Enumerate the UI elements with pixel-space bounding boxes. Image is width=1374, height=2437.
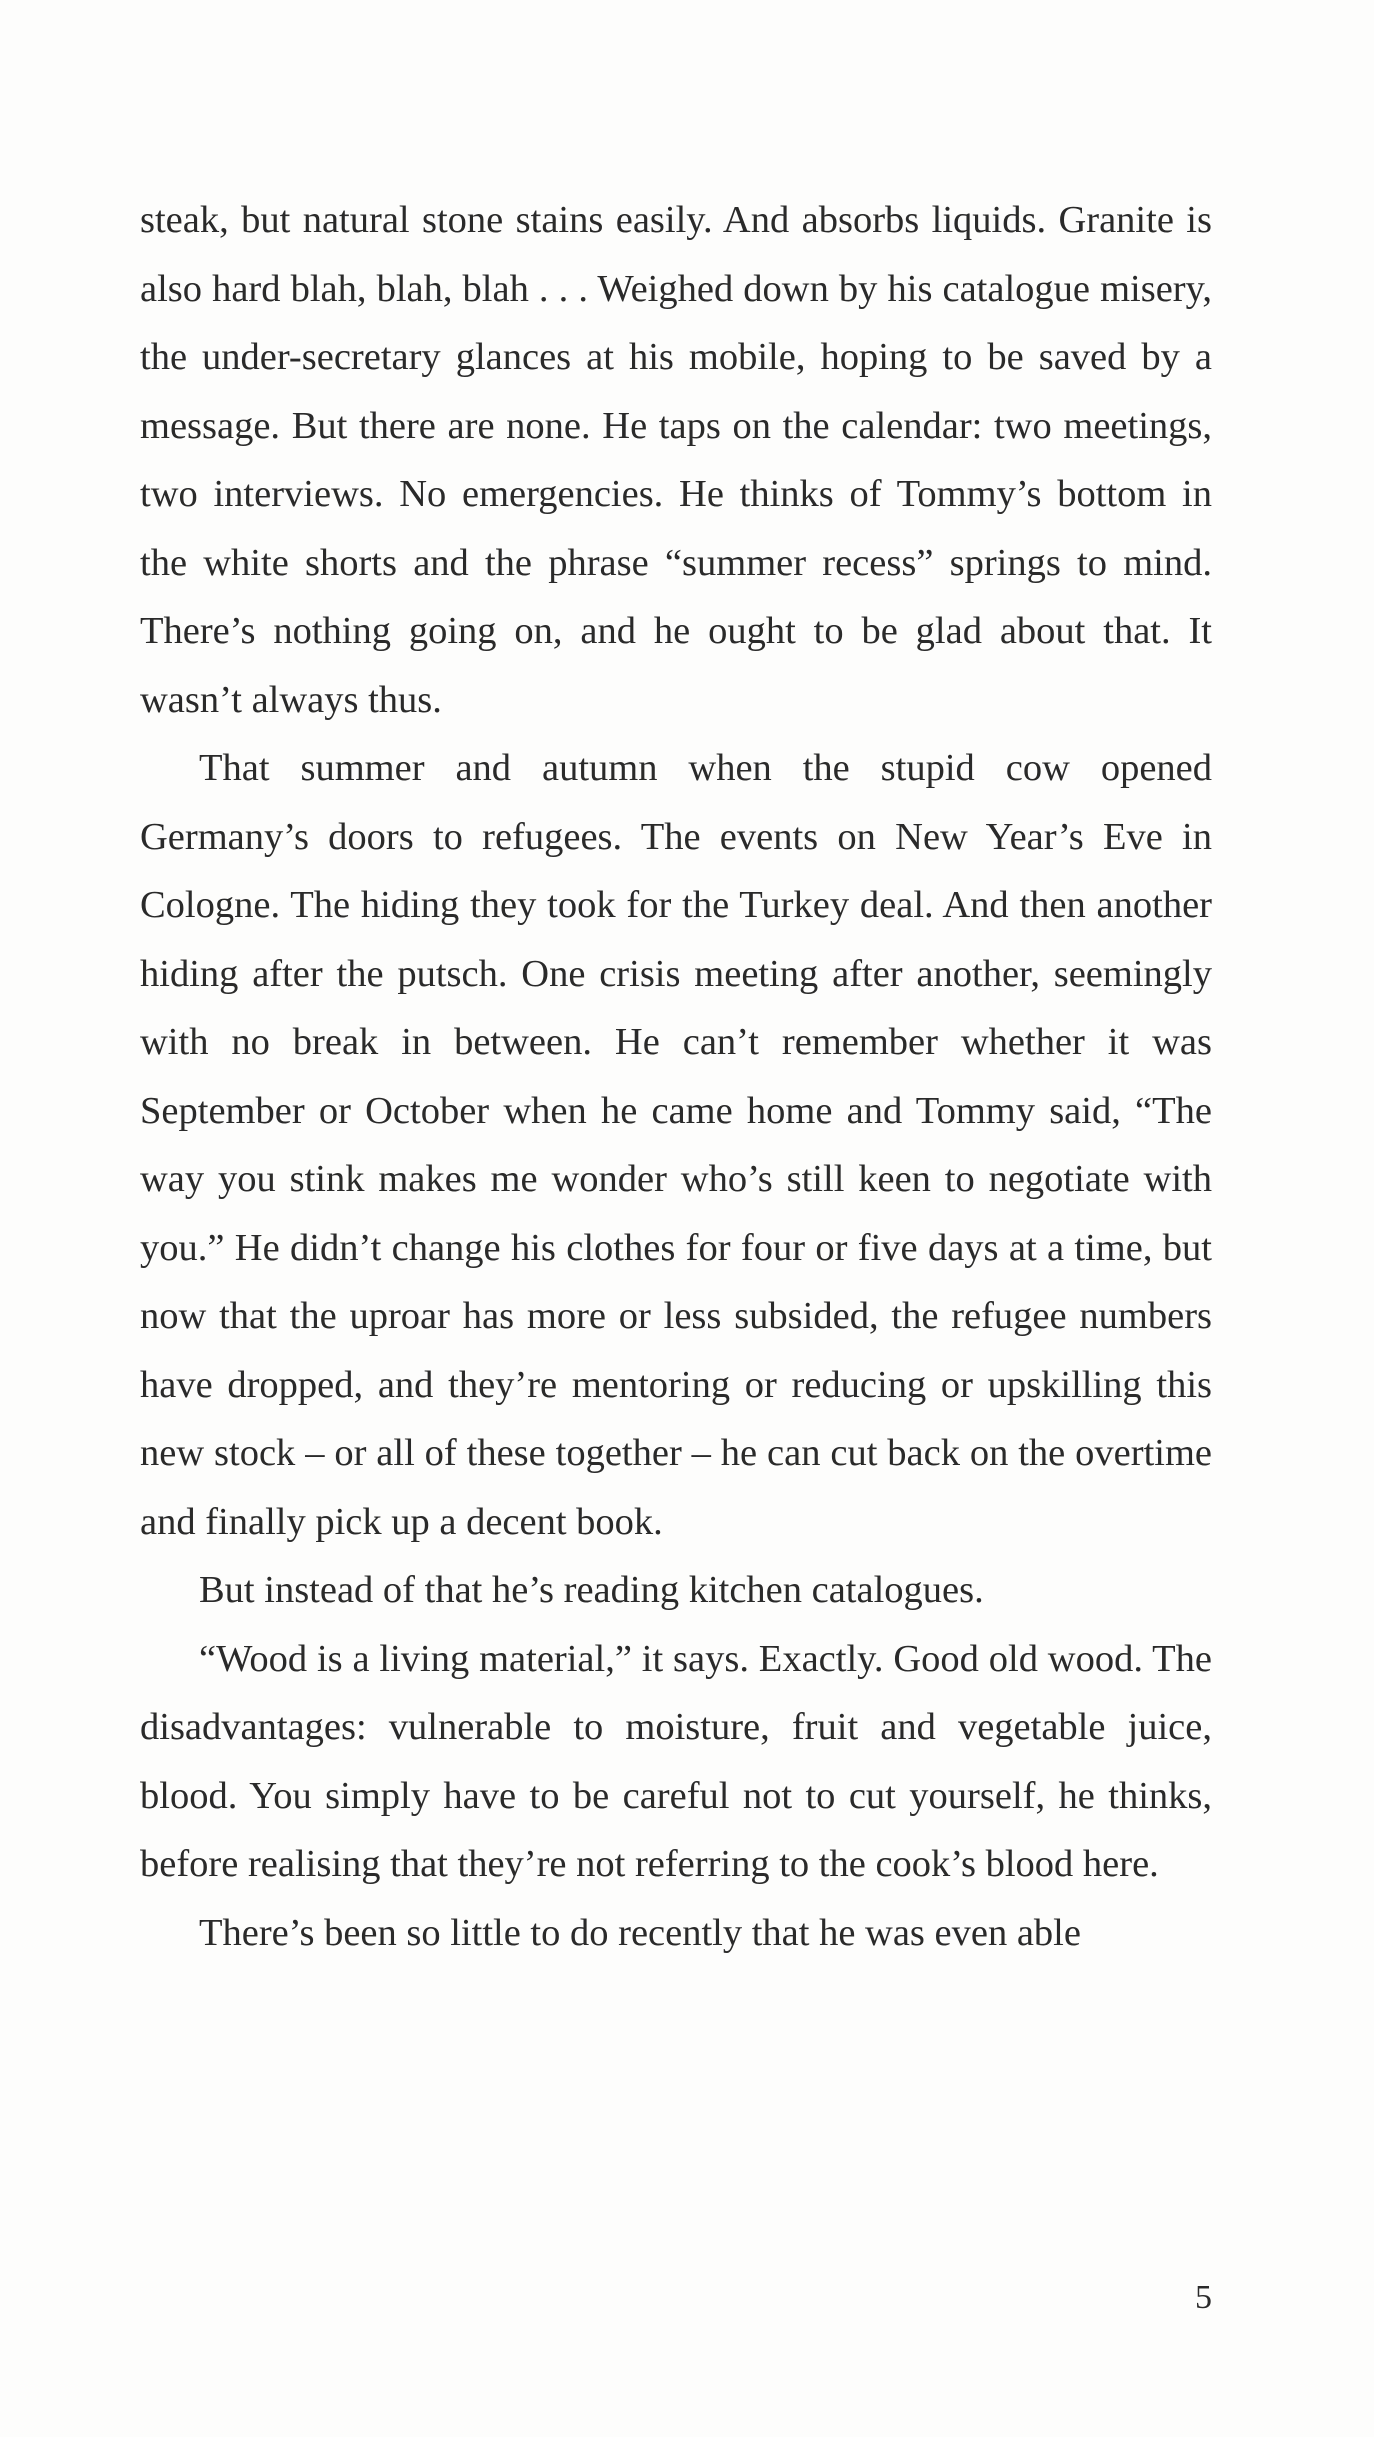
paragraph-1: steak, but natural stone stains easily. And absorbs liquids. Granite is also hard blah, blah, blah . . . Weighed down by his catalogue misery, the under-secretary glances at his mobile, hoping to be saved by a message. But there are none. He taps on the calendar: two meetings, two interviews. No emergencies. He thinks of Tommy’s bottom in the white shorts and the phrase “summer recess” springs to mind. There’s nothing going on, and he ought to be glad about that. It wasn’t always thus. bbox=[140, 199, 1212, 721]
paragraph-5: There’s been so little to do recently that he was even able bbox=[199, 1911, 1081, 1954]
page-number: 5 bbox=[1195, 2279, 1212, 2316]
body-text bbox=[140, 186, 1212, 1967]
paragraph-2: That summer and autumn when the stupid cow opened Germany’s doors to refugees. The events on New Year’s Eve in Cologne. The hiding they took for the Turkey deal. And then another hiding after the putsch. One crisis meeting after another, seemingly with no break in between. He can’t remember whether it was September or October when he came home and Tommy said, “The way you stink makes me wonder who’s still keen to negotiate with you.” He didn’t change his clothes for four or five days at a time, but now that the uproar has more or less subsided, the refugee numbers have dropped, and they’re mentoring or reducing or upskilling this new stock – or all of these together – he can cut back on the overtime and finally pick up a decent book. bbox=[140, 747, 1212, 1543]
paragraph-3: But instead of that he’s reading kitchen catalogues. bbox=[199, 1569, 984, 1611]
paragraph-4: “Wood is a living material,” it says. Exactly. Good old wood. The disadvantages: vulnerable to moisture, fruit and vegetable juice, blood. You simply have to be careful not to cut yourself, he thinks, before realising that they’re not referring to the cook’s blood here. bbox=[140, 1637, 1212, 1885]
